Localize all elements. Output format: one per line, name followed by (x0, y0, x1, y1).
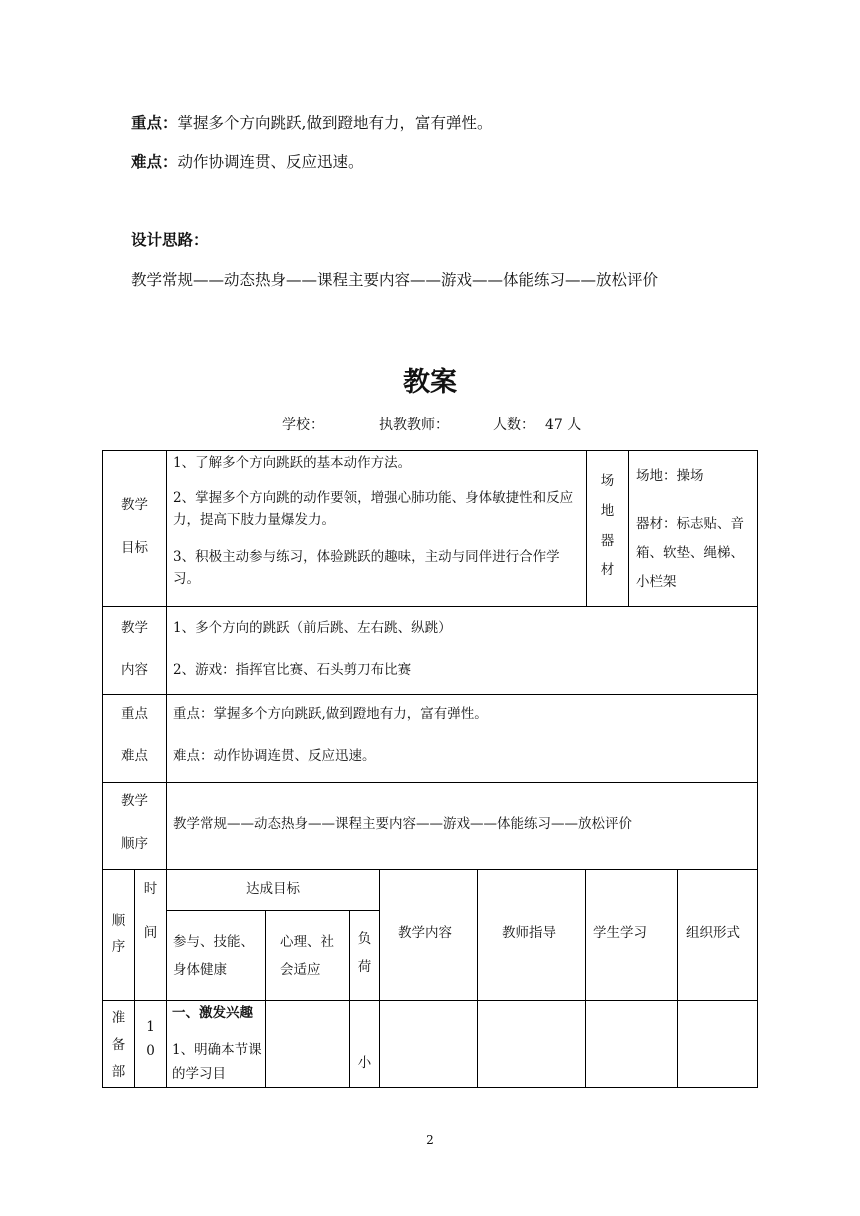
head-goal: 达成目标 (246, 881, 300, 897)
row1-load: 小 (357, 1055, 372, 1071)
venue-label-1: 场 (600, 473, 615, 489)
difficulty (131, 150, 364, 172)
keys-2: 难点：动作协调连贯、反应迅速。 (173, 748, 376, 764)
goals-label-2: 目标 (121, 540, 148, 556)
keys-1: 重点：掌握多个方向跳跃,做到蹬地有力，富有弹性。 (173, 706, 488, 722)
key-points-text: 掌握多个方向跳跃,做到蹬地有力，富有弹性。 (177, 114, 493, 132)
goals-label-1: 教学 (121, 497, 148, 513)
head-content: 教学内容 (398, 925, 452, 941)
content-1: 1、多个方向的跳跃（前后跳、左右跳、纵跳） (173, 620, 452, 636)
venue: 场地：操场 (636, 468, 704, 484)
row1-heading: 一、激发兴趣 (172, 1005, 253, 1021)
key-points (131, 111, 492, 133)
design-label: 设计思路： (131, 231, 209, 249)
head-time-2: 间 (143, 925, 158, 941)
row1-seq-3: 部 (111, 1064, 126, 1080)
content-label-1: 教学 (121, 620, 148, 636)
difficulty-label: 难点： (131, 153, 178, 171)
row1-text: 1、明确本节课的学习目 (172, 1042, 262, 1082)
venue-label-2: 地 (600, 503, 615, 519)
meta-count-value: 47 人 (545, 417, 582, 433)
head-seq-1: 顺 (111, 913, 126, 929)
order-text: 教学常规——动态热身——课程主要内容——游戏——体能练习——放松评价 (173, 816, 632, 832)
head-seq-2: 序 (111, 939, 126, 955)
key-points-label: 重点： (131, 114, 178, 132)
order-label-1: 教学 (121, 793, 148, 809)
row1-time-2: 0 (146, 1043, 155, 1059)
head-teacher: 教师指导 (502, 925, 556, 941)
page-number: 2 (426, 1133, 434, 1147)
meta-count-label: 人数： (493, 417, 535, 433)
head-sub3-2: 荷 (357, 959, 372, 975)
meta-school: 学校： (282, 417, 324, 433)
head-sub3-1: 负 (357, 931, 372, 947)
content-label-2: 内容 (121, 662, 148, 678)
goal-1: 1、了解多个方向跳跃的基本动作方法。 (173, 455, 412, 471)
keys-label-2: 难点 (121, 748, 148, 764)
head-student: 学生学习 (593, 925, 647, 941)
content-2: 2、游戏：指挥官比赛、石头剪刀布比赛 (173, 662, 412, 678)
venue-label-3: 器 (600, 533, 615, 549)
head-sub2: 心理、社会适应 (280, 934, 334, 978)
goal-2: 2、掌握多个方向跳的动作要领，增强心肺功能、身体敏捷性和反应力，提高下肢力量爆发力。 (173, 490, 574, 528)
row1-seq-1: 准 (111, 1010, 126, 1026)
keys-label-1: 重点 (121, 706, 148, 722)
head-sub1: 参与、技能、身体健康 (173, 934, 254, 978)
row1-time-1: 1 (146, 1019, 155, 1035)
venue-label-4: 材 (600, 562, 615, 578)
row1-seq-2: 备 (111, 1037, 126, 1053)
difficulty-text: 动作协调连贯、反应迅速。 (177, 153, 364, 171)
page-title: 教案 (403, 367, 457, 398)
meta-teacher: 执教教师： (379, 417, 449, 433)
equipment: 器材：标志贴、音箱、软垫、绳梯、小栏架 (636, 516, 744, 590)
goal-3: 3、积极主动参与练习，体验跳跃的趣味，主动与同伴进行合作学习。 (173, 549, 560, 587)
head-time-1: 时 (143, 881, 158, 897)
head-org: 组织形式 (686, 925, 740, 941)
order-label-2: 顺序 (121, 836, 148, 852)
design-text: 教学常规——动态热身——课程主要内容——游戏——体能练习——放松评价 (131, 271, 659, 289)
